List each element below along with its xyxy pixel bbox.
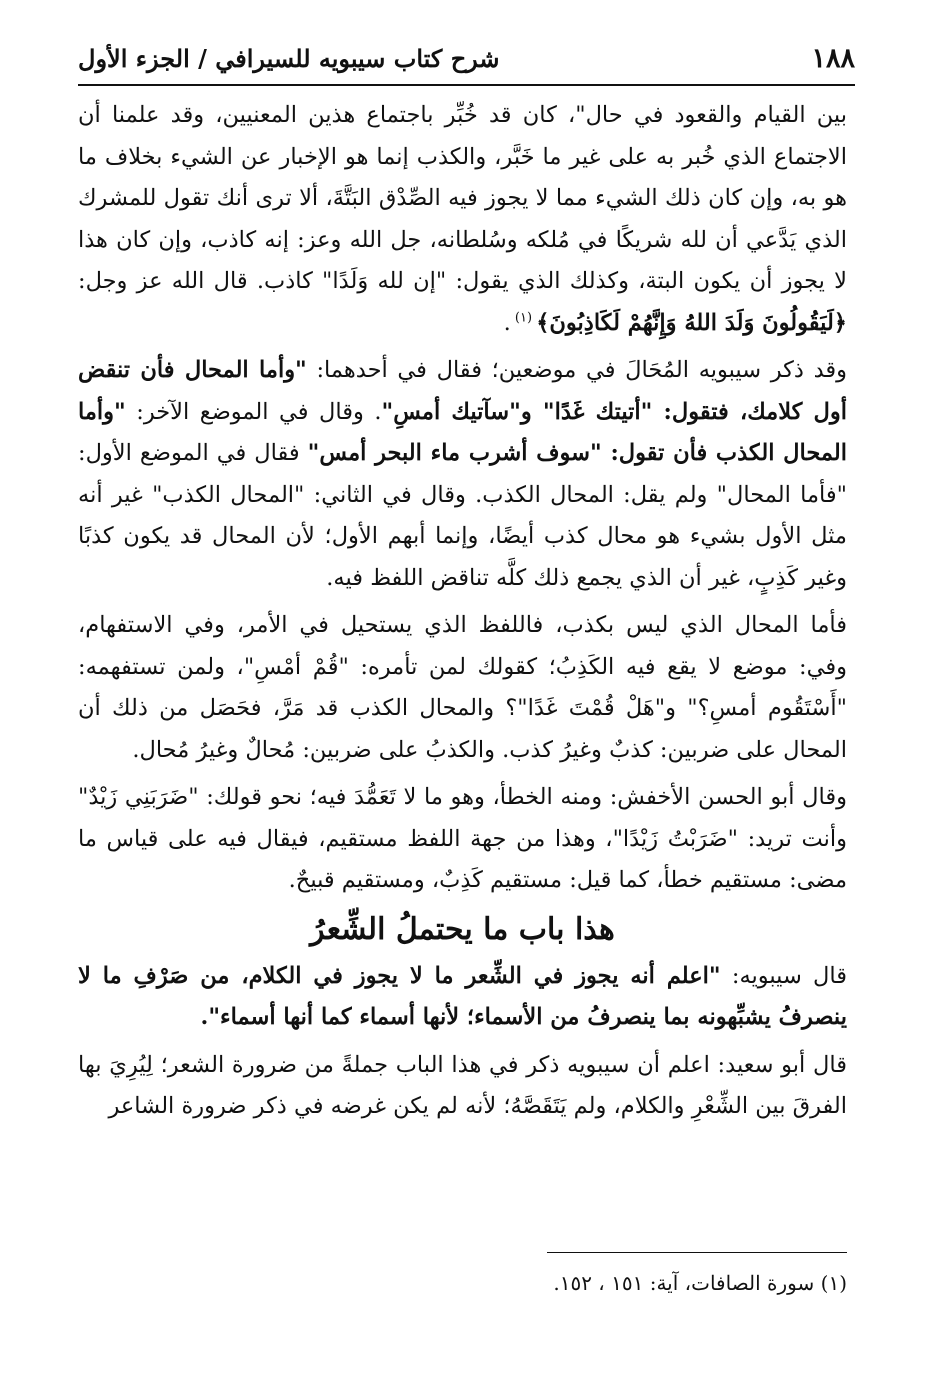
quoted-text: "اعلم أنه يجوز في الشِّعر ما لا يجوز في الكلام، من صَرْفِ ما لا ينصرفُ يشبِّهونه بما ينصرفُ من الأسماء؛ لأنها أسماء كما أنها أسماء". (78, 962, 847, 1030)
quoted-text: "وأما المحال الكذب فأن تقول: "سوف أشرب ماء البحر أمس" (78, 398, 847, 466)
header-rule (78, 84, 855, 86)
footnote: (١) سورة الصافات، آية: ١٥١ ، ١٥٢. (553, 1271, 847, 1295)
page-header (78, 38, 855, 78)
paragraph (78, 95, 847, 344)
paragraph (78, 1045, 847, 1128)
body-text (78, 95, 847, 1128)
text-run: وقال أبو الحسن الأخفش: ومنه الخطأ، وهو ما لا تَعَمُّدَ فيه؛ نحو قولك: "ضَرَبَنِي زَيْدٌ" وأنت تريد: "ضَرَبْتُ زَيْدًا"، وهذا من جهة اللفظ مستقيم، فيقال فيه على قياس ما مضى: مستقيم خطأ، كما قيل: مستقيم كَذِبٌ، ومستقيم قبيحٌ. (78, 784, 847, 893)
quoted-text: "وأما المحال فأن تنقض أول كلامك، فتقول: "أتيتك غَدًا" و"سآتيك أمسِ" (78, 357, 847, 425)
text-run: قال سيبويه: (720, 962, 847, 989)
text-run: وقد ذكر سيبويه المُحَالَ في موضعين؛ فقال في أحدهما: (306, 357, 847, 383)
running-title: شرح كتاب سيبويه للسيرافي / الجزء الأول (78, 43, 500, 73)
text-run: بين القيام والقعود في حال"، كان قد خُبِّر باجتماع هذين المعنيين، وقد علمنا أن الاجتماع الذي خُبر به على غير ما خَبَّر، والكذب إنما هو الإخبار عن الشيء بخلاف ما هو به، وإن كان ذلك الشيء مما لا يجوز فيه الصِّدْق البَتَّةَ، ألا ترى أنك تقول للمشرك الذي يَدَّعي أن لله شريكًا في مُلكه وسُلطانه، جل الله وعز: إنه كاذب، وإن كان هذا لا يجوز أن يكون البتة، وكذلك الذي يقول: "إن لله وَلَدًا" كاذب. قال الله عز وجل: (78, 102, 847, 294)
text-run: قال أبو سعيد: اعلم أن سيبويه ذكر في هذا الباب جملةً من ضرورة الشعر؛ لِيُرِيَ بها الفرقَ بين الشِّعْرِ والكلام، ولم يَتَقَصَّهُ؛ لأنه لم يكن غرضه في ذكر ضرورة الشاعر (78, 1051, 847, 1119)
paragraph (78, 956, 847, 1039)
footnote-marker: (١) (510, 310, 537, 325)
chapter-heading: هذا باب ما يحتملُ الشِّعرُ (310, 911, 615, 947)
text-run: فقال في الموضع الأول: "فأما المحال" ولم يقل: المحال الكذب. وقال في الثاني: "المحال الكذب" غير أنه مثل الأول بشيء هو محال كذب أيضًا، وإنما أبهم الأول؛ لأن المحال قد يكون كذبًا وغير كَذِبٍ، غير أن الذي يجمع ذلك كلَّه تناقض اللفظ فيه. (78, 440, 847, 591)
paragraph (78, 605, 847, 771)
text-run: فأما المحال الذي ليس بكذب، فاللفظ الذي يستحيل في الأمر، وفي الاستفهام، وفي: موضع لا يقع فيه الكَذِبُ؛ كقولك لمن تأمره: "قُمْ أمْسِ"، ولمن تستفهمه: "أَسْتَقُوم أمسِ؟" و"هَلْ قُمْتَ غَدًا"؟ والمحال الكذب قد مَرَّ، فحَصَل من ذلك أن المحال على ضربين: كذبٌ وغيرُ كذب. والكذبُ على ضربين: مُحالٌ وغيرُ مُحال. (78, 612, 847, 763)
text-run: . وقال في الموضع الآخر: (125, 398, 382, 425)
footnote-rule (547, 1252, 847, 1253)
text-run: . (503, 309, 511, 336)
quran-verse: ﴿لَيَقُولُونَ وَلَدَ اللهُ وَإِنَّهُمْ لَكَاذِبُونَ﴾ (536, 309, 847, 336)
page-number: ١٨٨ (811, 42, 855, 74)
paragraph (78, 777, 847, 902)
paragraph (78, 350, 847, 599)
